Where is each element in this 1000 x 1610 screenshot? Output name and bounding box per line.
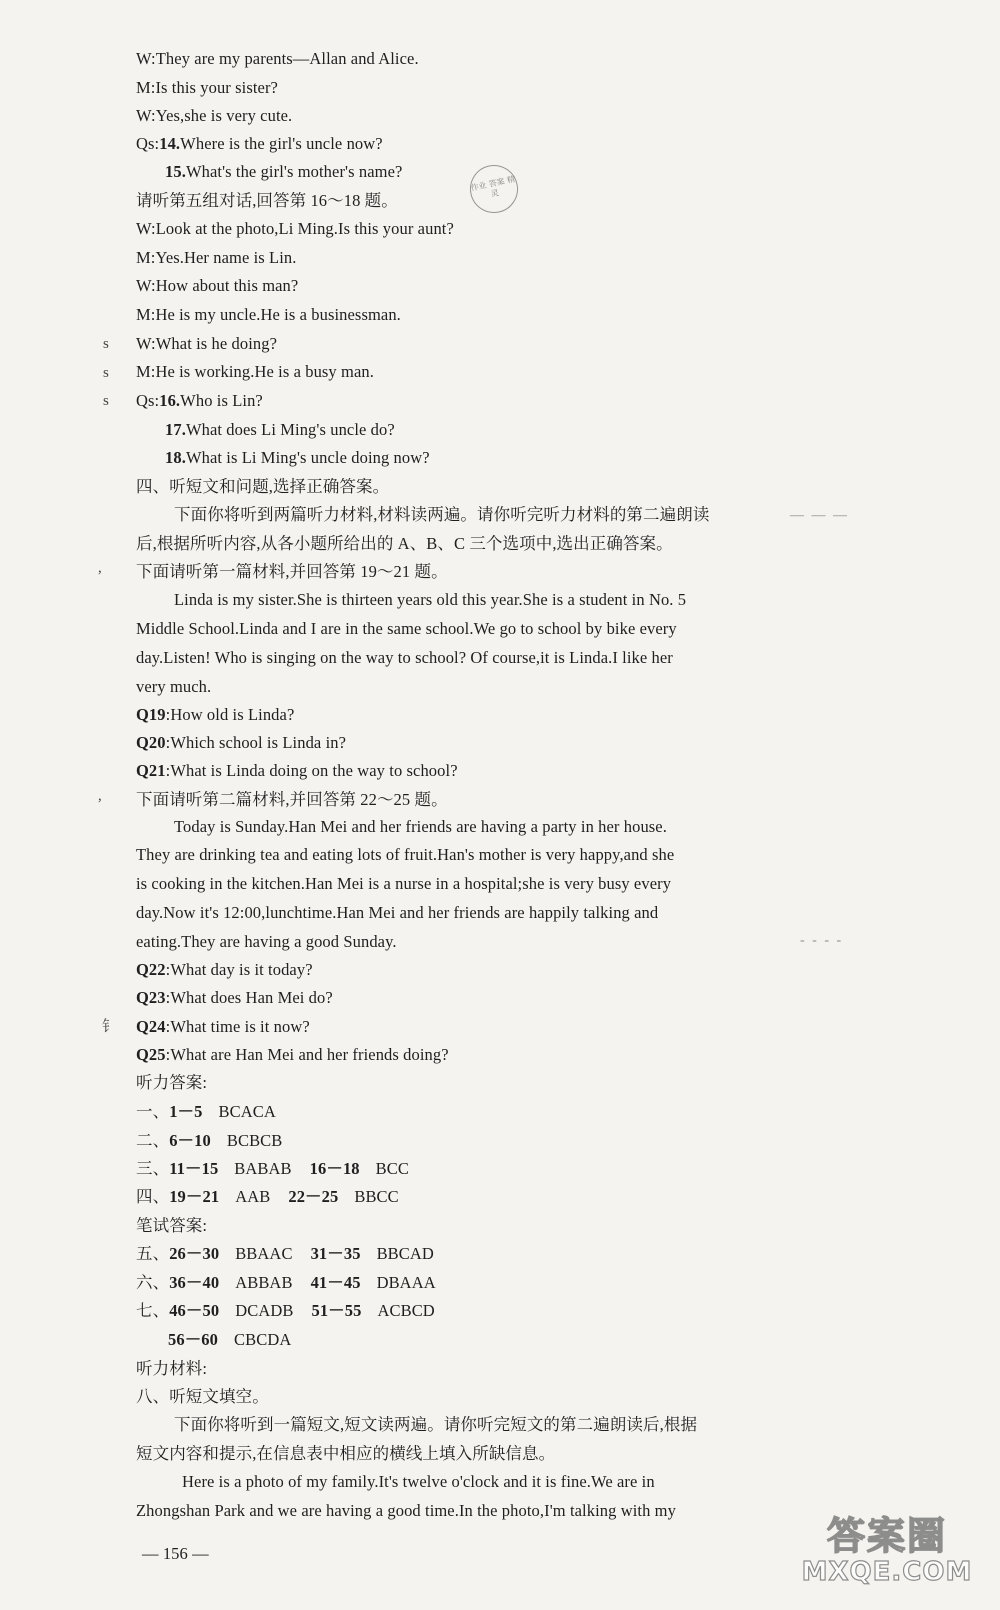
question-line: [136, 760, 458, 782]
answer-line: 二、6－10 BCBCB: [136, 1131, 283, 1150]
question-number: 18.: [165, 448, 186, 467]
dialogue-line: W:Look at the photo,Li Ming.Is this your aunt?: [136, 219, 454, 238]
instruction-line: 下面请听第一篇材料,并回答第 19～21 题。: [136, 562, 448, 581]
question-number: 14.: [159, 134, 181, 153]
dialogue-line: M:Is this your sister?: [136, 78, 278, 97]
qs-label: Qs:: [136, 391, 160, 410]
passage-line: day.Listen! Who is singing on the way to school? Of course,it is Linda.I like her: [136, 648, 673, 667]
question-line: [136, 1044, 449, 1066]
question-line: [136, 390, 263, 412]
site-watermark: 答案圈 MXQE.COM: [801, 1514, 973, 1587]
instruction-line: 后,根据所听内容,从各小题所给出的 A、B、C 三个选项中,选出正确答案。: [136, 534, 673, 553]
answer-line: 一、1－5 BCACA: [136, 1102, 276, 1121]
passage-line: eating.They are having a good Sunday.: [136, 932, 397, 951]
question-text: :What does Han Mei do?: [165, 988, 333, 1007]
question-number: Q23: [136, 988, 166, 1007]
scan-artifact: - - - -: [800, 933, 844, 948]
question-number: 16.: [159, 391, 181, 410]
margin-mark: s: [103, 393, 109, 409]
qs-label: Qs:: [136, 134, 160, 153]
question-text: :What is Linda doing on the way to school?: [165, 761, 458, 780]
answer-heading: 笔试答案:: [136, 1216, 208, 1235]
instruction-line: 下面你将听到两篇听力材料,材料读两遍。请你听完听力材料的第二遍朗读: [174, 505, 710, 524]
scan-artifact: — — —: [790, 508, 849, 523]
instruction-line: 短文内容和提示,在信息表中相应的横线上填入所缺信息。: [136, 1444, 556, 1463]
homework-stamp: 作业 答案 精灵: [466, 161, 523, 218]
passage-line: They are drinking tea and eating lots of fruit.Han's mother is very happy,and she: [136, 845, 675, 864]
answer-heading: 听力答案:: [136, 1073, 208, 1092]
section-heading: 四、听短文和问题,选择正确答案。: [136, 477, 390, 496]
dialogue-line: M:He is working.He is a busy man.: [136, 362, 374, 381]
question-text: Where is the girl's uncle now?: [180, 134, 383, 153]
dialogue-line: W:How about this man?: [136, 276, 299, 295]
answer-line: 六、36－40 ABBAB 41－45 DBAAA: [136, 1273, 436, 1292]
dialogue-line: W:What is he doing?: [136, 334, 278, 353]
question-line: [136, 1016, 310, 1038]
dialogue-line: W:They are my parents—Allan and Alice.: [136, 49, 419, 68]
answer-line: 五、26－30 BBAAC 31－35 BBCAD: [136, 1244, 434, 1263]
question-line: [165, 419, 395, 441]
question-number: Q19: [136, 705, 166, 724]
passage-line: is cooking in the kitchen.Han Mei is a nurse in a hospital;she is very busy every: [136, 874, 672, 893]
section-heading: 听力材料:: [136, 1359, 208, 1378]
answer-line: 七、46－50 DCADB 51－55 ACBCD: [136, 1301, 435, 1320]
answer-line: 三、11－15 BABAB 16－18 BCC: [136, 1159, 409, 1178]
question-text: What is Li Ming's uncle doing now?: [185, 448, 430, 467]
margin-mark: s: [103, 336, 109, 352]
page-number: — 156 —: [142, 1544, 209, 1563]
dialogue-line: M:He is my uncle.He is a businessman.: [136, 305, 401, 324]
dialogue-line: W:Yes,she is very cute.: [136, 106, 293, 125]
answer-line: 四、19－21 AAB 22－25 BBCC: [136, 1187, 399, 1206]
passage-line: Today is Sunday.Han Mei and her friends are having a party in her house.: [174, 817, 667, 836]
passage-line: very much.: [136, 677, 212, 696]
question-text: :How old is Linda?: [165, 705, 295, 724]
passage-line: Zhongshan Park and we are having a good time.In the photo,I'm talking with my: [136, 1501, 676, 1520]
margin-mark: s: [103, 365, 109, 381]
question-text: :What day is it today?: [165, 960, 313, 979]
instruction-line: 下面请听第二篇材料,并回答第 22～25 题。: [136, 790, 448, 809]
question-text: :What time is it now?: [165, 1017, 310, 1036]
question-line: [136, 987, 333, 1009]
margin-mark: 钅: [102, 1019, 118, 1035]
question-line: [165, 447, 430, 469]
question-number: Q25: [136, 1045, 166, 1064]
question-number: Q24: [136, 1017, 166, 1036]
question-number: 17.: [165, 420, 186, 439]
margin-mark: ,: [98, 788, 102, 804]
passage-line: Middle School.Linda and I are in the same school.We go to school by bike every: [136, 619, 677, 638]
instruction-line: 请听第五组对话,回答第 16～18 题。: [136, 191, 398, 210]
dialogue-line: M:Yes.Her name is Lin.: [136, 248, 297, 267]
question-text: :What are Han Mei and her friends doing?: [165, 1045, 449, 1064]
passage-line: Here is a photo of my family.It's twelve o'clock and it is fine.We are in: [182, 1472, 655, 1491]
question-text: :Which school is Linda in?: [165, 733, 347, 752]
question-text: Who is Lin?: [180, 391, 263, 410]
question-number: Q22: [136, 960, 166, 979]
passage-line: Linda is my sister.She is thirteen years old this year.She is a student in No. 5: [174, 590, 687, 609]
section-heading: 八、听短文填空。: [136, 1387, 269, 1406]
question-number: Q20: [136, 733, 166, 752]
question-line: [136, 732, 346, 754]
question-text: What's the girl's mother's name?: [185, 162, 403, 181]
question-line: [136, 133, 383, 155]
question-number: 15.: [165, 162, 186, 181]
passage-line: day.Now it's 12:00,lunchtime.Han Mei and her friends are happily talking and: [136, 903, 659, 922]
question-text: What does Li Ming's uncle do?: [185, 420, 395, 439]
question-line: [136, 959, 313, 981]
question-line: [165, 161, 402, 183]
instruction-line: 下面你将听到一篇短文,短文读两遍。请你听完短文的第二遍朗读后,根据: [174, 1415, 698, 1434]
question-line: [136, 704, 294, 726]
question-number: Q21: [136, 761, 166, 780]
answer-line: 56－60 CBCDA: [168, 1330, 292, 1349]
margin-mark: ,: [98, 560, 102, 576]
